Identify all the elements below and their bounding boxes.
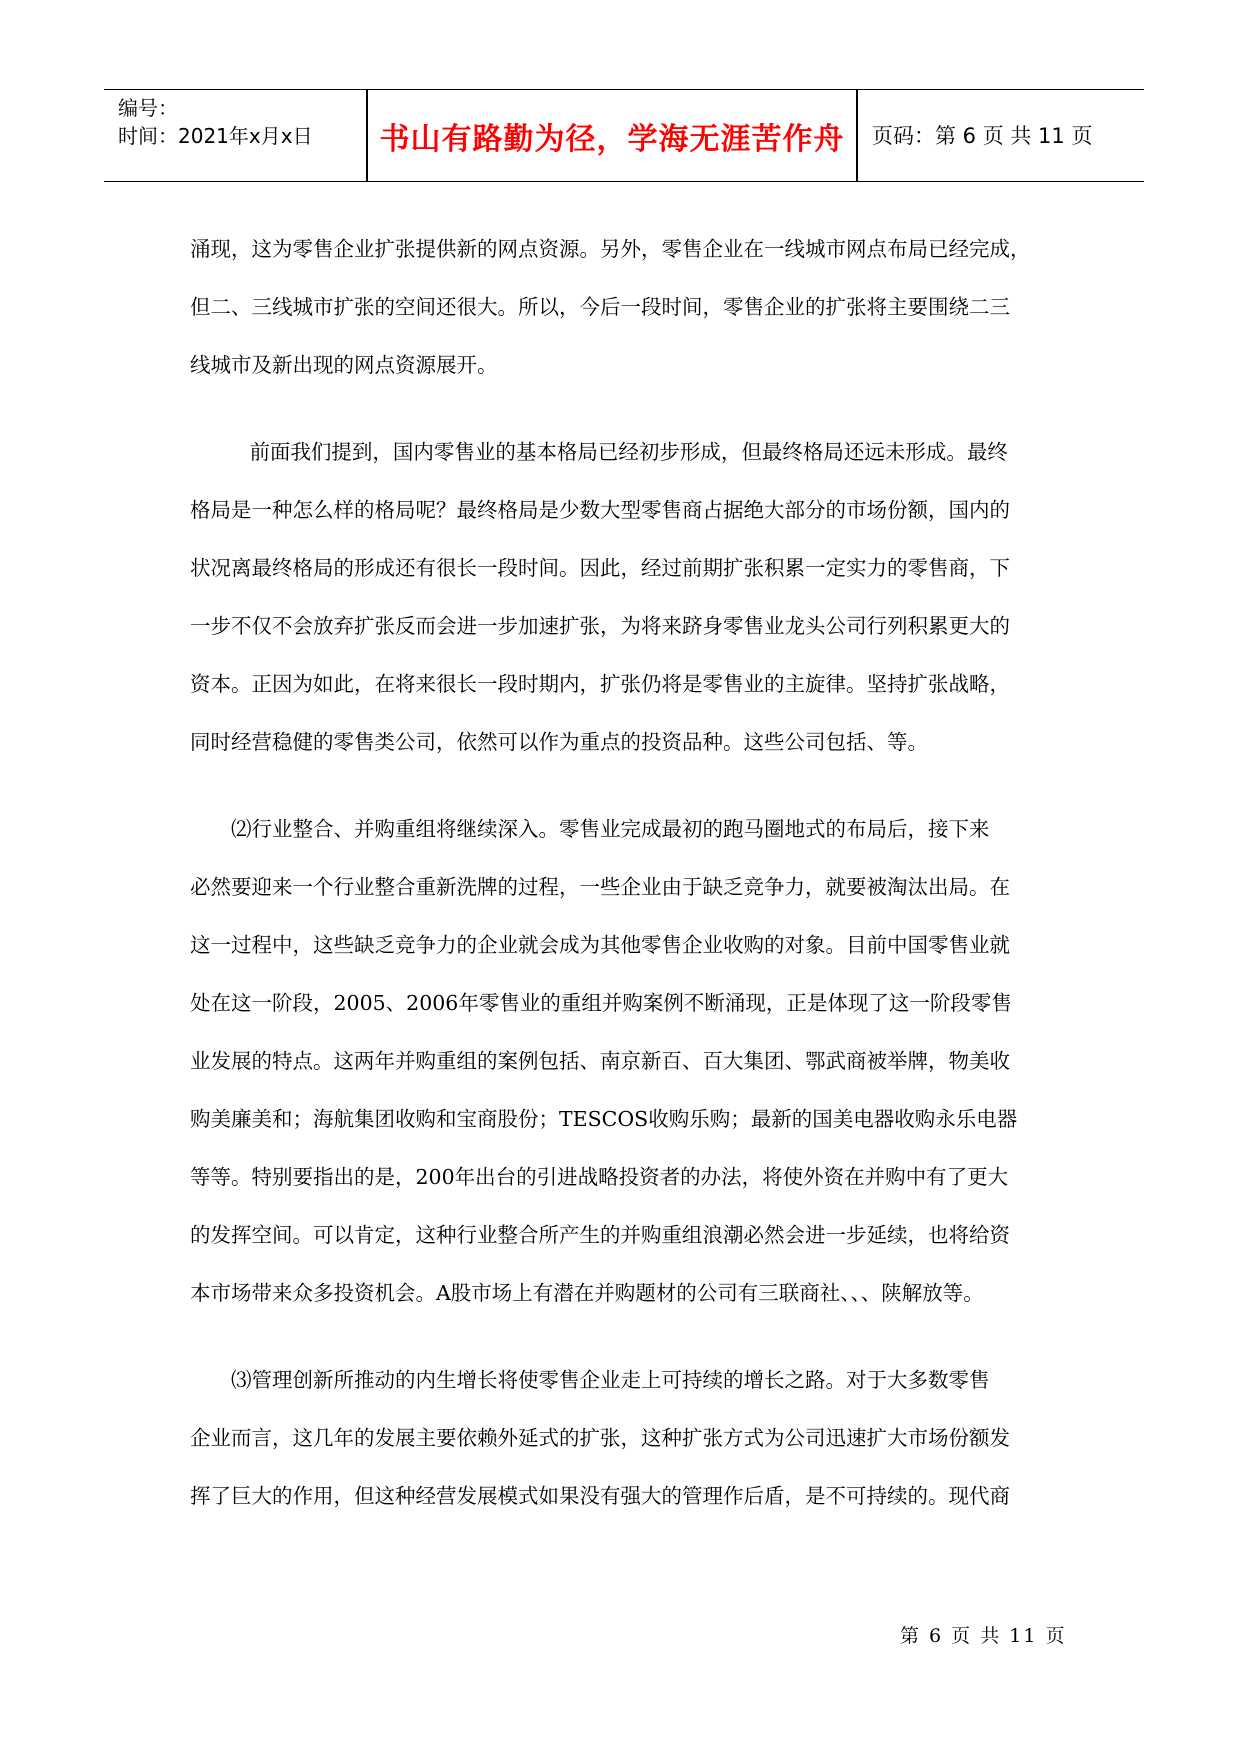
text-line: 格局是一种怎么样的格局呢？最终格局是少数大型零售商占据绝大部分的市场份额，国内的 <box>190 498 1010 522</box>
text-line: 处在这一阶段，2005、2006年零售业的重组并购案例不断涌现，正是体现了这一阶段零售 <box>190 991 1012 1015</box>
text-line: 但二、三线城市扩张的空间还很大。所以，今后一段时间，零售企业的扩张将主要围绕二三 <box>190 295 1010 319</box>
header-meta <box>118 94 368 150</box>
document-body <box>190 220 1060 1554</box>
page-header <box>104 89 1144 182</box>
text-line: 的发挥空间。可以肯定，这种行业整合所产生的并购重组浪潮必然会进一步延续，也将给资 <box>190 1223 1010 1247</box>
text-line: 业发展的特点。这两年并购重组的案例包括、南京新百、百大集团、鄂武商被举牌，物美收 <box>190 1049 1010 1073</box>
text-line: 这一过程中，这些缺乏竞争力的企业就会成为其他零售企业收购的对象。目前中国零售业就 <box>190 933 1010 957</box>
time-label: 时间：2021年x月x日 <box>118 124 313 148</box>
text-line: ⑶管理创新所推动的内生增长将使零售企业走上可持续的增长之路。对于大多数零售 <box>231 1368 990 1392</box>
header-motto: 书山有路勤为径，学海无涯苦作舟 <box>379 122 845 157</box>
header-page-info: 页码：第 6 页 共 11 页 <box>872 124 1093 148</box>
text-line: 同时经营稳健的零售类公司，依然可以作为重点的投资品种。这些公司包括、等。 <box>190 730 928 754</box>
text-line: 状况离最终格局的形成还有很长一段时间。因此，经过前期扩张积累一定实力的零售商，下 <box>190 556 1010 580</box>
text-line: 资本。正因为如此，在将来很长一段时期内，扩张仍将是零售业的主旋律。坚持扩张战略， <box>190 672 1010 696</box>
text-line: ⑵行业整合、并购重组将继续深入。零售业完成最初的跑马圈地式的布局后，接下来 <box>231 817 990 841</box>
paragraph <box>190 220 1060 394</box>
paragraph <box>190 1351 1060 1525</box>
header-divider-right <box>856 90 858 181</box>
serial-label: 编号： <box>118 96 178 120</box>
paragraph <box>190 800 1060 1322</box>
text-line: 本市场带来众多投资机会。A股市场上有潜在并购题材的公司有三联商社、、、陕解放等。 <box>190 1281 984 1305</box>
text-line: 线城市及新出现的网点资源展开。 <box>190 353 498 377</box>
text-line: 企业而言，这几年的发展主要依赖外延式的扩张，这种扩张方式为公司迅速扩大市场份额发 <box>190 1426 1010 1450</box>
text-line: 挥了巨大的作用，但这种经营发展模式如果没有强大的管理作后盾，是不可持续的。现代商 <box>190 1484 1010 1508</box>
text-line: 涌现，这为零售企业扩张提供新的网点资源。另外，零售企业在一线城市网点布局已经完成， <box>190 237 1031 261</box>
text-line: 等等。特别要指出的是，200年出台的引进战略投资者的办法，将使外资在并购中有了更大 <box>190 1165 1009 1189</box>
text-line: 必然要迎来一个行业整合重新洗牌的过程，一些企业由于缺乏竞争力，就要被淘汰出局。在 <box>190 875 1010 899</box>
text-line: 购美廉美和；海航集团收购和宝商股份；TESCOS收购乐购；最新的国美电器收购永乐电器 <box>190 1107 1018 1131</box>
text-line: 一步不仅不会放弃扩张反而会进一步加速扩张，为将来跻身零售业龙头公司行列积累更大的 <box>190 614 1010 638</box>
paragraph <box>190 423 1060 771</box>
page-footer: 第 6 页 共 11 页 <box>900 1625 1067 1647</box>
text-line: 前面我们提到，国内零售业的基本格局已经初步形成，但最终格局还远未形成。最终 <box>249 440 1008 464</box>
